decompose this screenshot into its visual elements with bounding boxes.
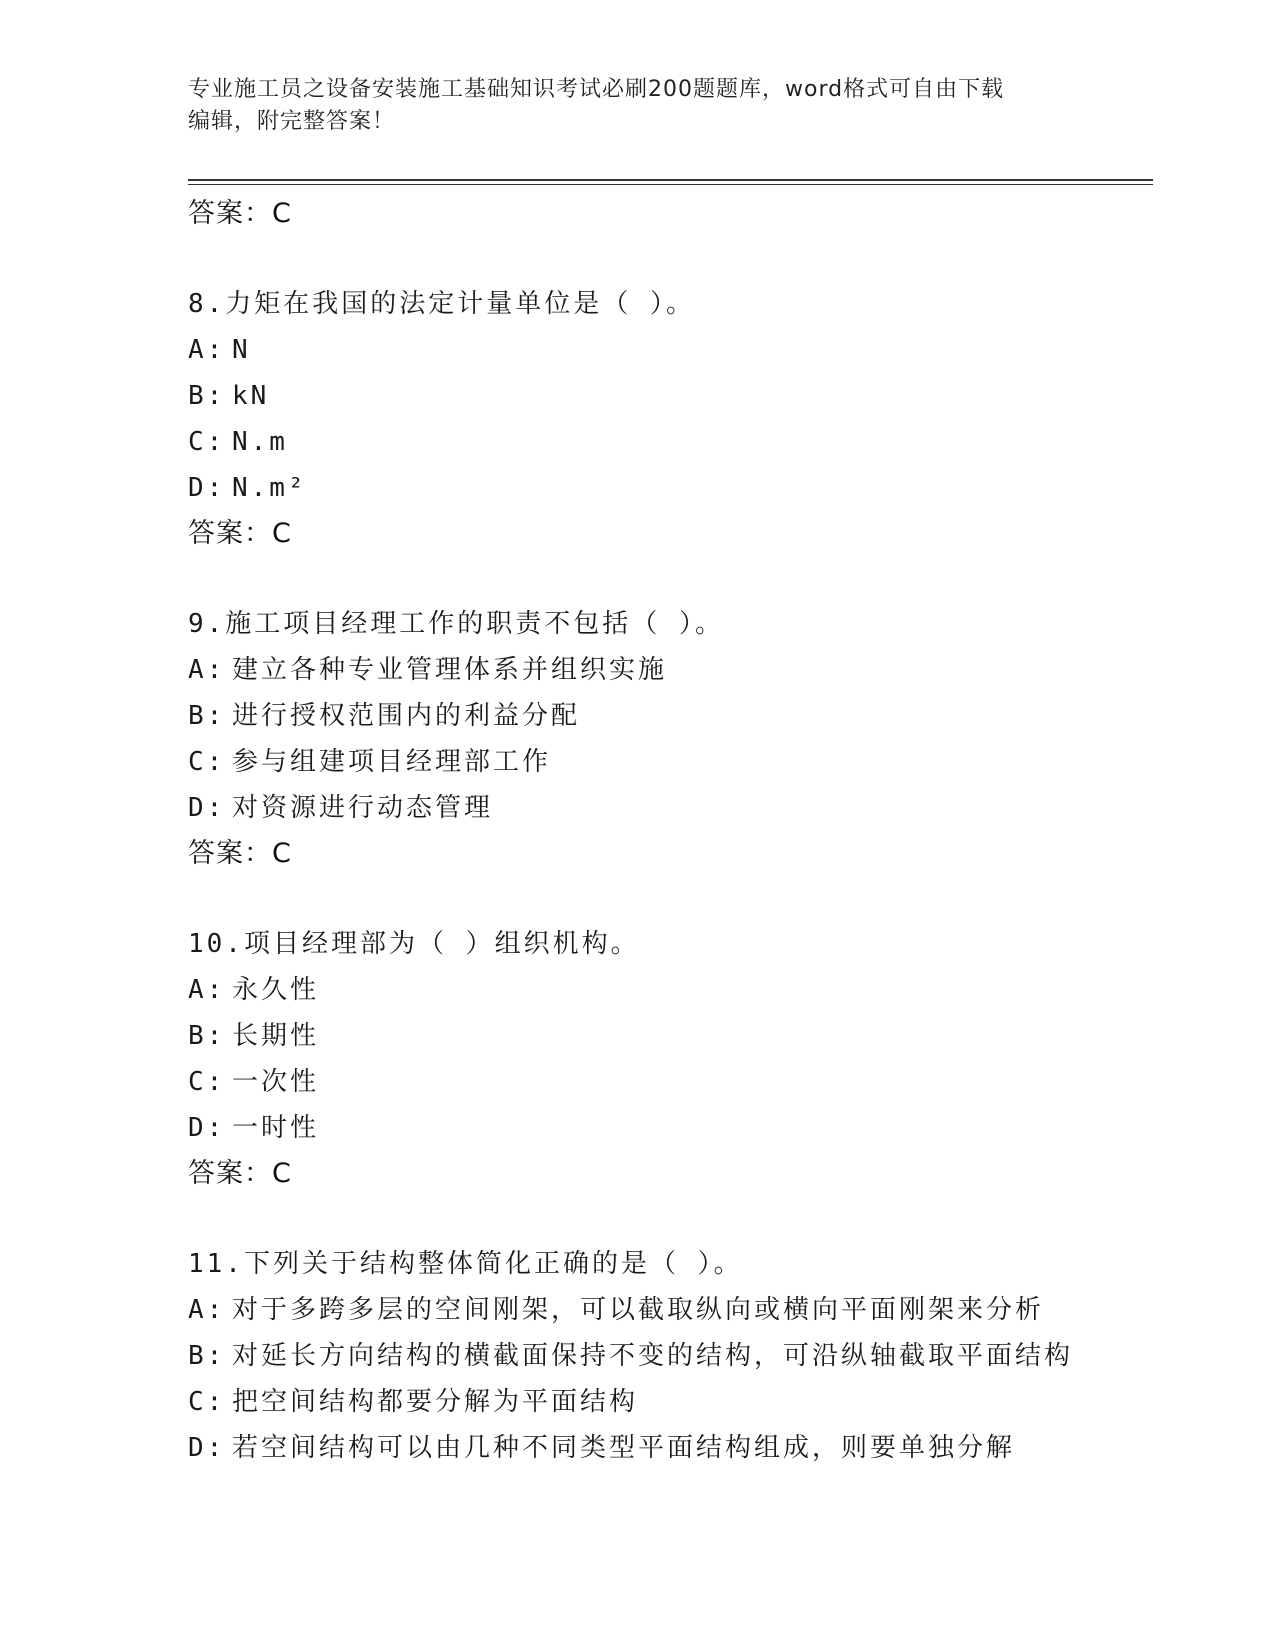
option-b: B: kN [188, 381, 270, 411]
answer-line: 答案：C [188, 198, 292, 229]
question-block [188, 601, 1168, 877]
option-b: B: 长期性 [188, 1021, 320, 1051]
option-c: C: 把空间结构都要分解为平面结构 [188, 1387, 639, 1417]
question-list [188, 191, 1168, 1471]
option-b: B: 进行授权范围内的利益分配 [188, 701, 581, 731]
option-a: A: 建立各种专业管理体系并组织实施 [188, 655, 668, 685]
header-rule-thin [188, 184, 1153, 185]
header-line-2: 编辑，附完整答案！ [188, 109, 396, 134]
question-stem: 9.施工项目经理工作的职责不包括（ ）。 [188, 609, 724, 639]
option-d: D: 一时性 [188, 1113, 320, 1143]
question-stem: 11.下列关于结构整体简化正确的是（ ）。 [188, 1249, 743, 1279]
option-a: A: N [188, 335, 251, 365]
answer-line: 答案：C [188, 1158, 292, 1189]
answer-line: 答案：C [188, 838, 292, 869]
option-a: A: 对于多跨多层的空间刚架，可以截取纵向或横向平面刚架来分析 [188, 1295, 1045, 1325]
question-block [188, 921, 1168, 1197]
option-b: B: 对延长方向结构的横截面保持不变的结构，可沿纵轴截取平面结构 [188, 1341, 1074, 1371]
option-c: C: 一次性 [188, 1067, 320, 1097]
answer-line: 答案：C [188, 518, 292, 549]
question-stem: 10.项目经理部为（ ）组织机构。 [188, 929, 640, 959]
option-d: D: 对资源进行动态管理 [188, 793, 494, 823]
header-line-1: 专业施工员之设备安装施工基础知识考试必刷200题题库，word格式可自由下载 [188, 77, 1005, 102]
question-block [188, 1241, 1168, 1471]
option-c: C: N.m [188, 427, 288, 457]
option-c: C: 参与组建项目经理部工作 [188, 747, 552, 777]
document-header [188, 74, 1088, 138]
option-d: D: N.m² [188, 473, 307, 503]
header-rule-thick [188, 179, 1153, 181]
question-stem: 8.力矩在我国的法定计量单位是（ ）。 [188, 289, 695, 319]
option-a: A: 永久性 [188, 975, 320, 1005]
question-block [188, 281, 1168, 557]
option-d: D: 若空间结构可以由几种不同类型平面结构组成，则要单独分解 [188, 1433, 1016, 1463]
